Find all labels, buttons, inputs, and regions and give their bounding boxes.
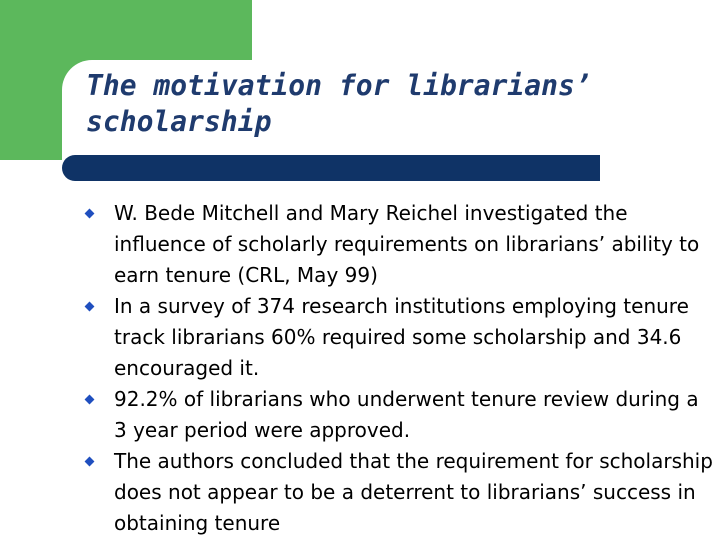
bullet-item-4 <box>86 446 716 539</box>
bullet-item-3 <box>86 384 716 446</box>
diamond-bullet-icon <box>85 457 95 467</box>
bullet-text-4: The authors concluded that the requirement for scholarship does not appear to be a deterrent to librarians’ success in obtaining tenure <box>114 449 713 535</box>
bullet-text-3: 92.2% of librarians who underwent tenure review during a 3 year period were approved. <box>114 387 699 442</box>
bullet-item-1 <box>86 198 716 291</box>
slide-title-line-1: The motivation for librarians’ <box>86 69 592 102</box>
diamond-bullet-icon <box>85 302 95 312</box>
slide-title <box>86 68 706 140</box>
bullet-text-2: In a survey of 374 research institutions employing tenure track librarians 60% required some scholarship and 34.6 encouraged it. <box>114 294 689 380</box>
bullet-list <box>86 198 716 539</box>
diamond-bullet-icon <box>85 395 95 405</box>
bullet-item-2 <box>86 291 716 384</box>
bullet-text-1: W. Bede Mitchell and Mary Reichel investigated the influence of scholarly requirements on librarians’ ability to earn tenure (CRL, May 99) <box>114 201 700 287</box>
slide-title-line-2: scholarship <box>86 105 272 138</box>
title-divider-bar <box>62 155 600 181</box>
diamond-bullet-icon <box>85 209 95 219</box>
